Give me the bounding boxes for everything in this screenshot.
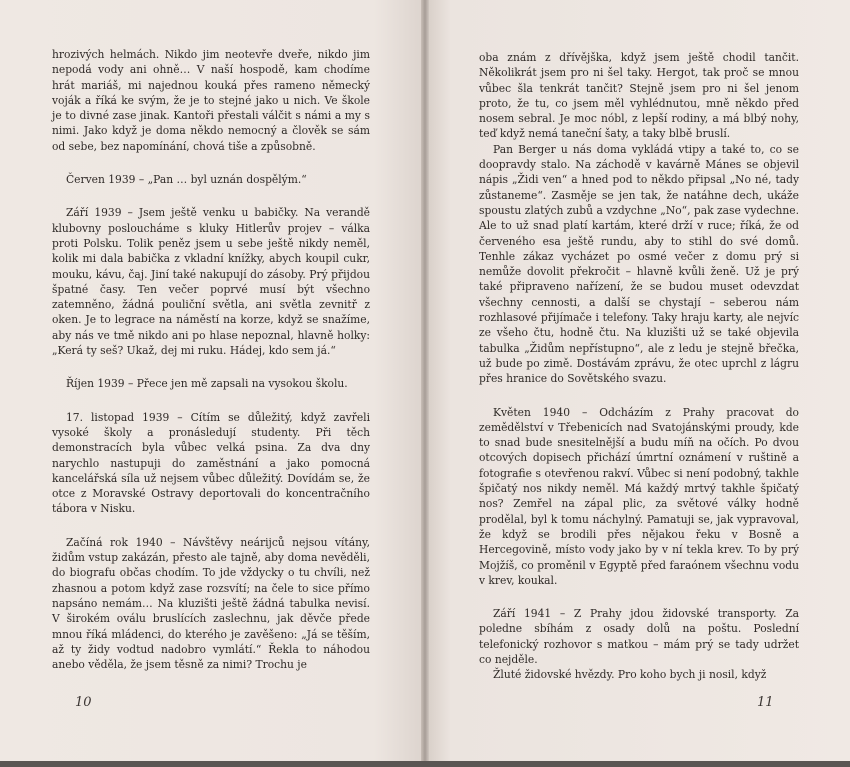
- paragraph: Červen 1939 – „Pan … byl uznán dospělým.“: [66, 173, 307, 187]
- paragraph: Září 1939 – Jsem ještě venku u babičky. Na verandě klubovny posloucháme s kluky Hitlerův projev – válka proti Polsku. Tolik peněz jsem u sebe ještě nikdy neměl, kolik mi dala babička z vkladní knížky, abych koupil cukr, mouku, kávu, čaj. Jiní také nakupují do zásoby. Prý přijdou špatné časy. Ten večer poprvé musí být všechno zatemněno, žádná pouliční světla, ani světla zevnitř z oken. Je to legrace na náměstí na korze, když se snažíme, aby nás ve tmě nikdo ani po hlase nepoznal, hlavně holky: „Kerá ty seš? Ukaž, dej mi ruku. Hádej, kdo sem já.“: [52, 206, 370, 358]
- right-page-text: [479, 50, 799, 683]
- left-page-text: [52, 47, 370, 672]
- paragraph: Říjen 1939 – Přece jen mě zapsali na vysokou školu.: [66, 377, 348, 391]
- paragraph: 17. listopad 1939 – Cítím se důležitý, když zavřeli vysoké školy a pronásledují studenty. Při těch demonstracích byla vůbec velká psina. Za dva dny narychlo nastupuji do zaměstnání a jako pomocná kancelářská síla už nejsem vůbec důležitý. Dovídám se, že otce z Moravské Ostravy deportovali do koncentračního tábora v Nisku.: [52, 410, 370, 516]
- scan-bottom-edge: [0, 761, 850, 767]
- book-spine: [421, 0, 429, 767]
- right-page: [425, 0, 850, 767]
- paragraph: hrozivých helmách. Nikdo jim neotevře dveře, nikdo jim nepodá vody ani ohně… V naší hospodě, kam chodíme hrát mariáš, mi najednou kouká přes rameno německý voják a říká ke svým, že je to stejné jako u nich. Ve škole je to divné zase jinak. Kantoři přestali válčit s námi a my s nimi. Jako když je doma někdo nemocný a člověk se sám od sebe, bez napomínání, chová tiše a způsobně.: [52, 48, 370, 153]
- page-number: 10: [75, 695, 92, 710]
- paragraph: Pan Berger u nás doma vykládá vtipy a také to, co se doopravdy stalo. Na záchodě v kavárně Mánes se objevil nápis „Židi ven“ a hned pod to někdo připsal „No né, tady zůstaneme“. Zasměje se jen tak, že natáhne dech, ukáže spoustu zlatých zubů a vzdychne „No“, pak zase vydechne. Ale to už snad platí kartám, které drží v ruce; říká, že od červeného esa ještě rundu, aby to stihl do své domů. Tenhle zákaz vycházet po osmé večer z domu prý si nemůže dovolit překročit – hlavně kvůli ženě. Už je prý také připraveno nařízení, že se budou muset odevzdat všechny cennosti, a další se chystají – seberou nám rozhlasové přijímače i telefony. Taky hraju karty, ale nejvíc ze všeho čtu, hodně čtu. Na kluzišti už se také objevila tabulka „Židům nepřístupno“, ale z ledu je stejně břečka, už bude po zimě. Dostávám zprávu, že otec uprchl z lágru přes hranice do Sovětského svazu.: [479, 142, 799, 386]
- paragraph: Září 1941 – Z Prahy jdou židovské transporty. Za poledne sbíhám z osady dolů na poštu. Poslední telefonický rozhovor s matkou – mám prý se tady udržet co nejděle.: [479, 607, 799, 666]
- paragraph: Žluté židovské hvězdy. Pro koho bych ji nosil, když: [493, 668, 767, 682]
- paragraph: Začíná rok 1940 – Návštěvy neárijců nejsou vítány, židům vstup zakázán, přesto ale tajně, aby doma nevěděli, do biografu občas chodím. To jde vždycky o tu chvíli, než zhasnou a potom když zase rozsvítí; na čele to sice přímo napsáno nemám… Na kluzišti ještě žádná tabulka nevisí. V širokém oválu bruslících zaslechnu, jak děvče přede mnou říká mládenci, do kterého je zavěšeno: „Já se těším, až ty židy vodtud nadobro vymlátí.“ Řekla to náhodou anebo věděla, že jsem těsně za nimi? Trochu je: [52, 535, 370, 672]
- paragraph: Květen 1940 – Odcházím z Prahy pracovat do zemědělství v Třebenicích nad Svatojánskými proudy, kde to snad bude snesitelnější a budu míň na očích. Po dvou otcových dopisech přichází úmrtní oznámení v ruštině a fotografie s otevřenou rakví. Vůbec si není podobný, takhle špičatý nos nikdy neměl. Má každý mrtvý takhle špičatý nos? Zemřel na zápal plic, za světové války hodně prodělal, byl k tomu náchylný. Pamatuji se, jak vypravoval, že když se brodili přes nějakou řeku v Bosně a Hercegovině, místo vody jako by v ní tekla krev. To by prý Mojžíš, co proměnil v Egyptě před faraónem všechnu vodu v krev, koukal.: [479, 405, 799, 587]
- paragraph: oba znám z dřívějška, když jsem ještě chodil tančit. Několikrát jsem pro ni šel taky. Hergot, tak proč se mnou vůbec šla tenkrát tančit? Stejně jsem pro ni šel jenom proto, že tu, co jsem měl vyhlédnutou, mně někdo před nosem sebral. Je moc nóbl, z lepší rodiny, a má blbý nohy, teď když nemá taneční šaty, a taky blbě bruslí.: [479, 51, 799, 141]
- page-number: 11: [757, 695, 774, 710]
